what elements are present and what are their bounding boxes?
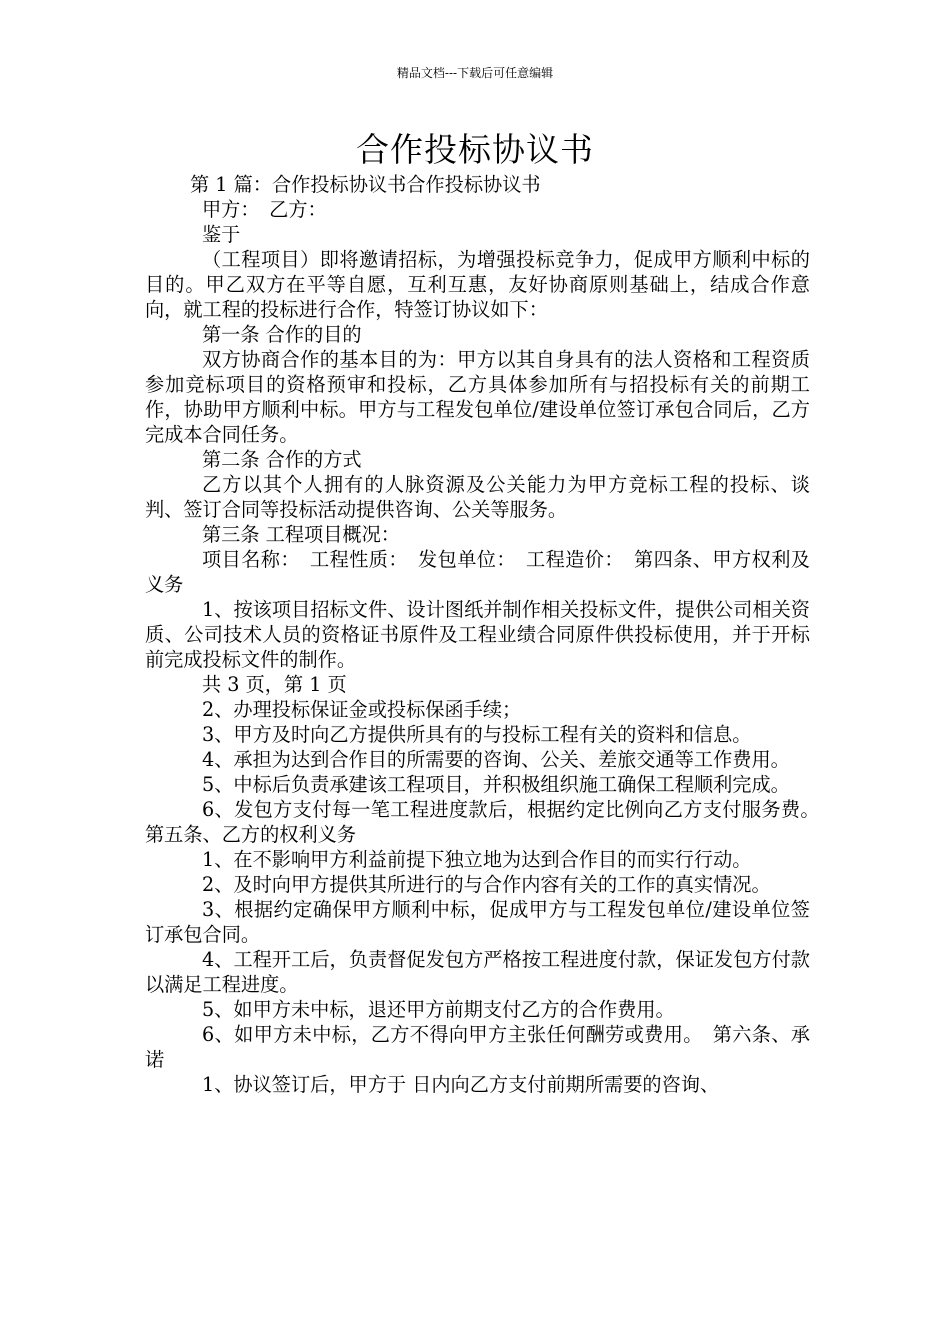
list-item: 2、及时向甲方提供其所进行的与合作内容有关的工作的真实情况。 (202, 873, 771, 896)
article-heading: 第一条 合作的目的 (202, 323, 362, 346)
list-item: 3、甲方及时向乙方提供所具有的与投标工程有关的资料和信息。 (202, 723, 752, 746)
page-header: 精品文档---下载后可任意编辑 (396, 66, 554, 80)
paragraph: （工程项目）即将邀请招标，为增强投标竞争力，促成甲方顺利中标的目的。甲乙双方在平等自愿，互利互惠，友好协商原则基础上，结成合作意向，就工程的投标进行合作，特签订协议如下： (145, 248, 810, 321)
list-item: 2、办理投标保证金或投标保函手续； (202, 698, 522, 721)
paragraph: 乙方以其个人拥有的人脉资源及公关能力为甲方竞标工程的投标、谈判、签订合同等投标活动提供咨询、公关等服务。 (145, 473, 810, 521)
paragraph: 鉴于 (202, 223, 241, 246)
page-counter: 共 3 页，第 1 页 (202, 673, 347, 696)
list-item: 3、根据约定确保甲方顺利中标，促成甲方与工程发包单位/建设单位签订承包合同。 (145, 898, 810, 946)
parties-line: 甲方： 乙方： (202, 198, 327, 221)
list-item: 6、发包方支付每一笔工程进度款后，根据约定比例向乙方支付服务费。 第五条、乙方的权利义务 (145, 798, 830, 846)
document-body (145, 172, 830, 1097)
list-item: 5、中标后负责承建该工程项目，并积极组织施工确保工程顺利完成。 (202, 773, 790, 796)
paragraph: 双方协商合作的基本目的为：甲方以其自身具有的法人资格和工程资质参加竞标项目的资格预审和投标，乙方具体参加所有与招投标有关的前期工作，协助甲方顺利中标。甲方与工程发包单位/建设单位签订承包合同后，乙方完成本合同任务。 (145, 348, 810, 446)
article-heading: 第二条 合作的方式 (202, 448, 362, 471)
list-item: 1、协议签订后，甲方于 日内向乙方支付前期所需要的咨询、 (202, 1073, 720, 1096)
article-heading: 第三条 工程项目概况： (202, 523, 400, 546)
document-title: 合作投标协议书 (356, 130, 594, 169)
list-item: 6、如甲方未中标，乙方不得向甲方主张任何酬劳或费用。 第六条、承诺 (145, 1023, 810, 1071)
list-item: 4、承担为达到合作目的所需要的咨询、公关、差旅交通等工作费用。 (202, 748, 790, 771)
list-item: 1、在不影响甲方利益前提下独立地为达到合作目的而实行行动。 (202, 848, 752, 871)
paragraph: 项目名称： 工程性质： 发包单位： 工程造价： 第四条、甲方权利及义务 (145, 548, 810, 596)
list-item: 5、如甲方未中标，退还甲方前期支付乙方的合作费用。 (202, 998, 675, 1021)
list-item: 1、按该项目招标文件、设计图纸并制作相关投标文件，提供公司相关资质、公司技术人员的资格证书原件及工程业绩合同原件供投标使用，并于开标前完成投标文件的制作。 (145, 598, 810, 671)
list-item: 4、工程开工后，负责督促发包方严格按工程进度付款，保证发包方付款以满足工程进度。 (145, 948, 810, 996)
section-heading: 第 1 篇：合作投标协议书合作投标协议书 (190, 173, 541, 196)
